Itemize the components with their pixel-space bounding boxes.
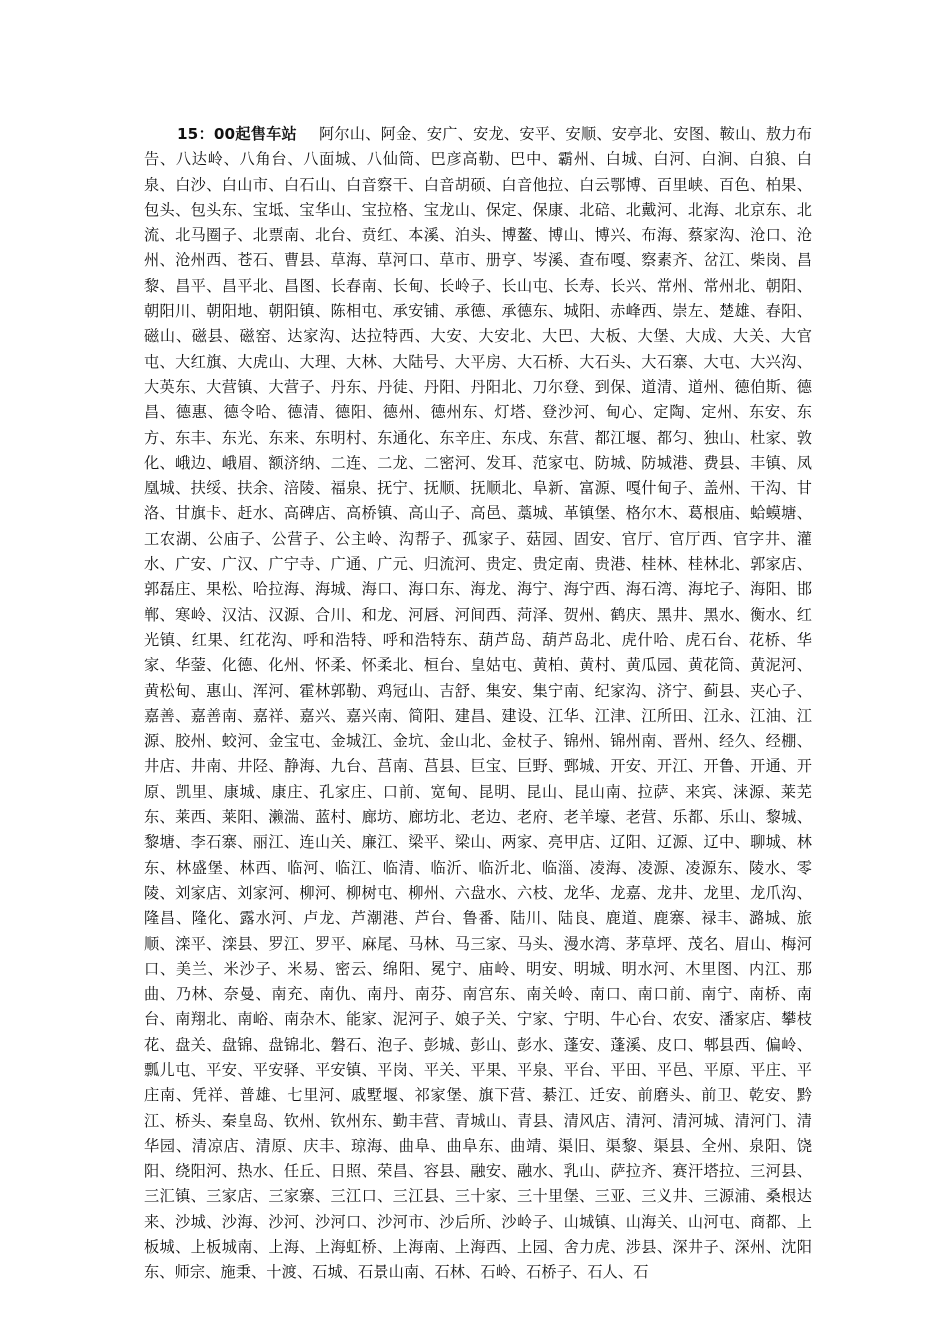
section-heading: 15：00起售车站 bbox=[177, 125, 297, 143]
station-list-text: 阿尔山、阿金、安广、安龙、安平、安顺、安亭北、安图、鞍山、敖力布告、八达岭、八角台、八面城、八仙筒、巴彦高勒、巴中、霸州、白城、白河、白涧、白狼、白泉、白沙、白山市、白石山、白音察干、白音胡硕、白音他拉、白云鄂博、百里峡、百色、柏果、包头、包头东、宝坻、宝华山、宝拉格、宝龙山、保定、保康、北碚、北戴河、北海、北京东、北流、北马圈子、北票南、北台、贲红、本溪、泊头、博鳌、博山、博兴、布海、蔡家沟、沧口、沧州、沧州西、苍石、曹县、草海、草河口、草市、册亨、岑溪、查布嘎、察素齐、岔江、柴岗、昌黎、昌平、昌平北、昌图、长春南、长甸、长岭子、长山屯、长寿、长兴、常州、常州北、朝阳、朝阳川、朝阳地、朝阳镇、陈相屯、承安铺、承德、承德东、城阳、赤峰西、崇左、楚雄、春阳、磁山、磁县、磁窑、达家沟、达拉特西、大安、大安北、大巴、大板、大堡、大成、大关、大官屯、大红旗、大虎山、大理、大林、大陆号、大平房、大石桥、大石头、大石寨、大屯、大兴沟、大英东、大营镇、大营子、丹东、丹徒、丹阳、丹阳北、刀尔登、到保、道清、道州、德伯斯、德昌、德惠、德令哈、德清、德阳、德州、德州东、灯塔、登沙河、甸心、定陶、定州、东安、东方、东丰、东光、东来、东明村、东通化、东辛庄、东戌、东营、都江堰、都匀、独山、杜家、敦化、峨边、峨眉、额济纳、二连、二龙、二密河、发耳、范家屯、防城、防城港、费县、丰镇、凤凰城、扶绥、扶余、涪陵、福泉、抚宁、抚顺、抚顺北、阜新、富源、嘎什甸子、盖州、干沟、甘洛、甘旗卡、赶水、高碑店、高桥镇、高山子、高邑、藁城、革镇堡、格尔木、葛根庙、蛤蟆塘、工农湖、公庙子、公营子、公主岭、沟帮子、孤家子、菇园、固安、官厅、官厅西、官字井、灌水、广安、广汉、广宁寺、广通、广元、归流河、贵定、贵定南、贵港、桂林、桂林北、郭家店、郭磊庄、果松、哈拉海、海城、海口、海口东、海龙、海宁、海宁西、海石湾、海坨子、海阳、邯郸、寒岭、汉沽、汉源、合川、和龙、河唇、河间西、菏泽、贺州、鹤庆、黑井、黑水、衡水、红光镇、红果、红花沟、呼和浩特、呼和浩特东、葫芦岛、葫芦岛北、虎什哈、虎石台、花桥、华家、华蓥、化德、化州、怀柔、怀柔北、桓台、皇姑屯、黄柏、黄村、黄瓜园、黄花筒、黄泥河、黄松甸、惠山、浑河、霍林郭勒、鸡冠山、吉舒、集安、集宁南、纪家沟、济宁、蓟县、夹心子、嘉善、嘉善南、嘉祥、嘉兴、嘉兴南、简阳、建昌、建设、江华、江津、江所田、江永、江油、江源、胶州、蛟河、金宝屯、金城江、金坑、金山北、金杖子、锦州、锦州南、晋州、经久、经棚、井店、井南、井陉、静海、九台、莒南、莒县、巨宝、巨野、鄄城、开安、开江、开鲁、开通、开原、凯里、康城、康庄、孔家庄、口前、宽甸、昆明、昆山、昆山南、拉萨、来宾、涞源、莱芜东、莱西、莱阳、濑湍、蓝村、廊坊、廊坊北、老边、老府、老羊壕、老营、乐都、乐山、黎城、黎塘、李石寨、丽江、连山关、廉江、梁平、梁山、两家、亮甲店、辽阳、辽源、辽中、聊城、林东、林盛堡、林西、临河、临江、临清、临沂、临沂北、临淄、凌海、凌源、凌源东、陵水、零陵、刘家店、刘家河、柳河、柳树屯、柳州、六盘水、六枝、龙华、龙嘉、龙井、龙里、龙爪沟、隆昌、隆化、露水河、卢龙、芦潮港、芦台、鲁番、陆川、陆良、鹿道、鹿寨、禄丰、潞城、旅顺、滦平、滦县、罗江、罗平、麻尾、马林、马三家、马头、漫水湾、茅草坪、茂名、眉山、梅河口、美兰、米沙子、米易、密云、绵阳、冕宁、庙岭、明安、明城、明水河、木里图、内江、那曲、乃林、奈曼、南充、南仇、南丹、南芬、南宫东、南关岭、南口、南口前、南宁、南桥、南台、南翔北、南峪、南杂木、能家、泥河子、娘子关、宁家、宁明、牛心台、农安、潘家店、攀枝花、盘关、盘锦、盘锦北、磐石、泡子、彭城、彭山、彭水、蓬安、蓬溪、皮口、郫县西、偏岭、瓢儿屯、平安、平安驿、平安镇、平岗、平关、平果、平泉、平台、平田、平邑、平原、平庄、平庄南、凭祥、普雄、七里河、戚墅堰、祁家堡、旗下营、綦江、迁安、前磨头、前卫、乾安、黔江、桥头、秦皇岛、钦州、钦州东、勤丰营、青城山、青县、清风店、清河、清河城、清河门、清华园、清凉店、清原、庆丰、琼海、曲阜、曲阜东、曲靖、渠旧、渠黎、渠县、全州、泉阳、饶阳、绕阳河、热水、任丘、日照、荣昌、容县、融安、融水、乳山、萨拉齐、赛汗塔拉、三河县、三汇镇、三家店、三家寨、三江口、三江县、三十家、三十里堡、三亚、三义井、三源浦、桑根达来、沙城、沙海、沙河、沙河口、沙河市、沙后所、沙岭子、山城镇、山海关、山河屯、商都、上板城、上板城南、上海、上海虹桥、上海南、上海西、上园、舍力虎、涉县、深井子、深州、沈阳东、师宗、施秉、十渡、石城、石景山南、石林、石岭、石桥子、石人、石 bbox=[144, 125, 813, 1282]
station-list-paragraph bbox=[144, 122, 812, 1286]
